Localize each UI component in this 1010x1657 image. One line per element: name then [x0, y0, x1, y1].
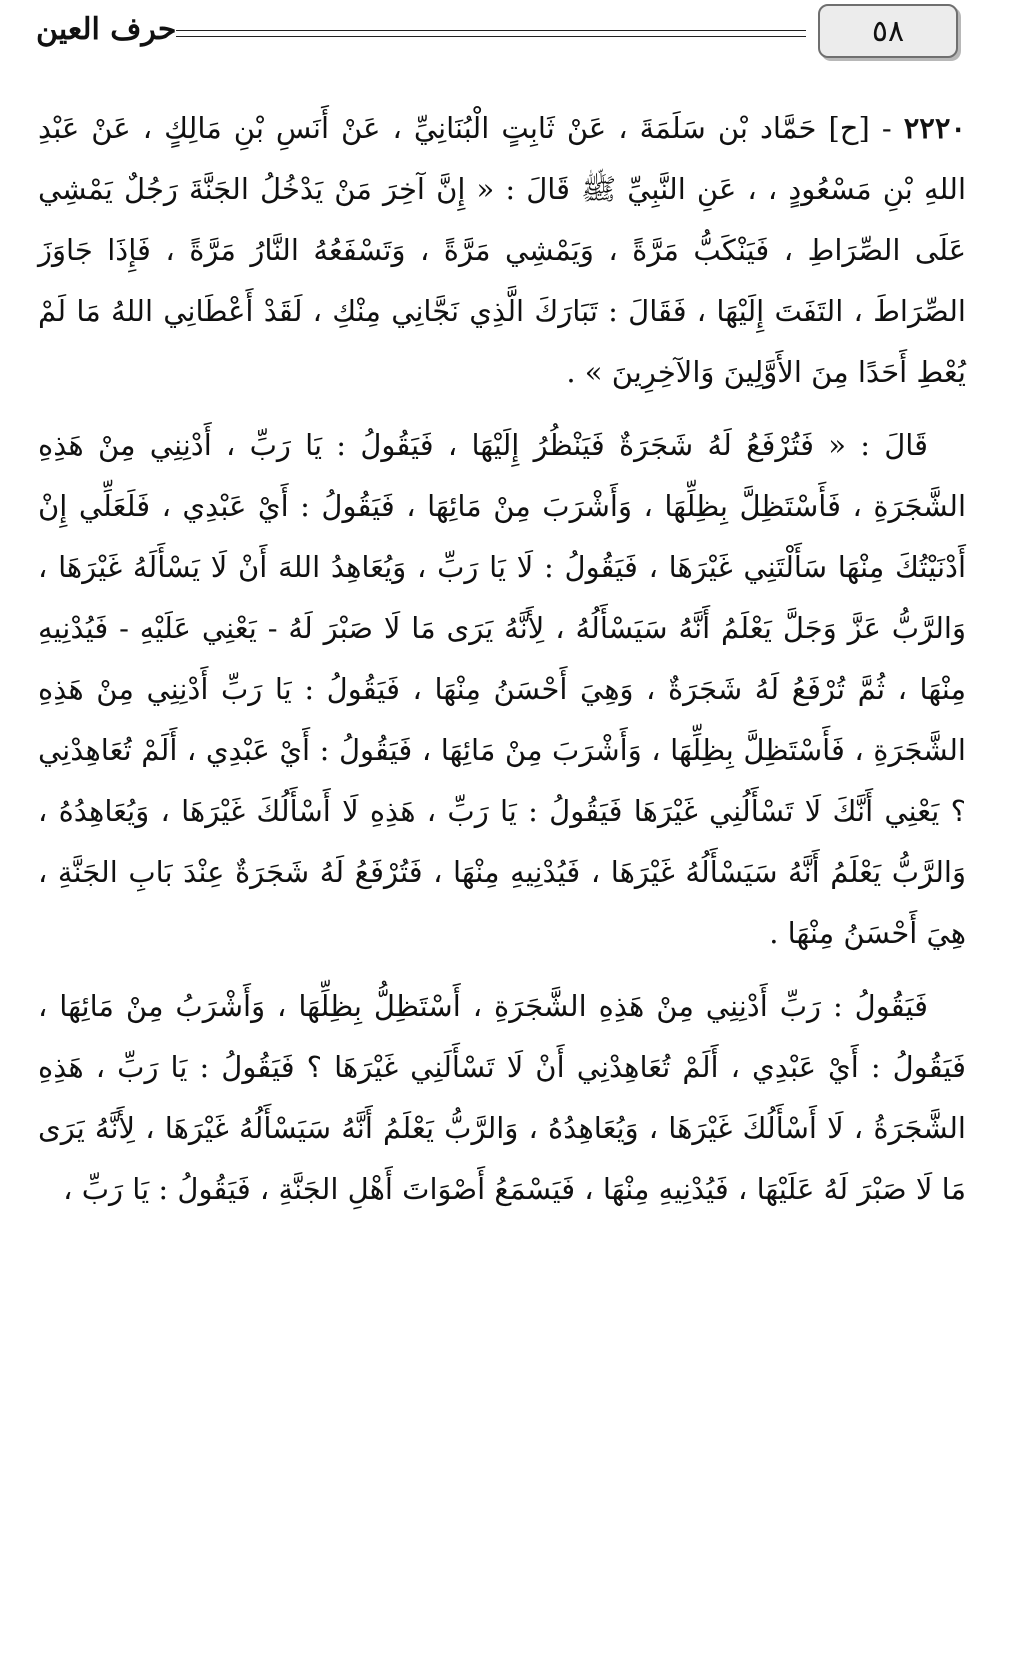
page-number — [818, 4, 958, 58]
hadith-number: ٢٢٢٠ — [903, 111, 966, 145]
hadith-paragraph: قَالَ : « فَتُرْفَعُ لَهُ شَجَرَةٌ فَيَنْظُرُ إِلَيْهَا ، فَيَقُولُ : يَا رَبِّ ، أَدْنِنِي مِنْ هَذِهِ الشَّجَرَةِ ، فَأَسْتَظِلَّ بِظِلِّهَا ، وَأَشْرَبَ مِنْ مَائِهَا ، فَيَقُولُ : أَيْ عَبْدِي ، فَلَعَلِّي إِنْ أَدْنَيْتُكَ مِنْهَا سَأَلْتَنِي غَيْرَهَا ، فَيَقُولُ : لَا يَا رَبِّ ، وَيُعَاهِدُ اللهَ أَنْ لَا يَسْأَلَهُ غَيْرَهَا ، وَالرَّبُّ عَزَّ وَجَلَّ يَعْلَمُ أَنَّهُ سَيَسْأَلُهُ ، لِأَنَّهُ يَرَى مَا لَا صَبْرَ لَهُ - يَعْنِي عَلَيْهِ - فَيُدْنِيهِ مِنْهَا ، ثُمَّ تُرْفَعُ لَهُ شَجَرَةٌ ، وَهِيَ أَحْسَنُ مِنْهَا ، فَيَقُولُ : يَا رَبِّ أَدْنِنِي مِنْ هَذِهِ الشَّجَرَةِ ، فَأَسْتَظِلَّ بِظِلِّهَا ، وَأَشْرَبَ مِنْ مَائِهَا ، فَيَقُولُ : أَيْ عَبْدِي ، أَلَمْ تُعَاهِدْنِي ؟ يَعْنِي أَنَّكَ لَا تَسْأَلُنِي غَيْرَهَا فَيَقُولُ : يَا رَبِّ ، هَذِهِ لَا أَسْأَلُكَ غَيْرَهَا ، وَيُعَاهِدُهُ ، وَالرَّبُّ يَعْلَمُ أَنَّهُ سَيَسْأَلُهُ غَيْرَهَا ، فَيُدْنِيهِ مِنْهَا ، فَتُرْفَعُ لَهُ شَجَرَةٌ عِنْدَ بَابِ الجَنَّةِ ، هِيَ أَحْسَنُ مِنْهَا . — [38, 428, 966, 950]
page-body — [38, 98, 966, 1220]
chapter-title: حرف العين — [36, 12, 177, 47]
hadith-paragraph: فَيَقُولُ : رَبِّ أَدْنِنِي مِنْ هَذِهِ الشَّجَرَةِ ، أَسْتَظِلُّ بِظِلِّهَا ، وَأَشْرَبُ مِنْ مَائِهَا ، فَيَقُولُ : أَيْ عَبْدِي ، أَلَمْ تُعَاهِدْنِي أَنْ لَا تَسْأَلَنِي غَيْرَهَا ؟ فَيَقُولُ : يَا رَبِّ ، هَذِهِ الشَّجَرَةُ ، لَا أَسْأَلُكَ غَيْرَهَا ، وَيُعَاهِدُهُ ، وَالرَّبُّ يَعْلَمُ أَنَّهُ سَيَسْأَلُهُ غَيْرَهَا ، لِأَنَّهُ يَرَى مَا لَا صَبْرَ لَهُ عَلَيْهَا ، فَيُدْنِيهِ مِنْهَا ، فَيَسْمَعُ أَصْوَاتَ أَهْلِ الجَنَّةِ ، فَيَقُولُ : يَا رَبِّ ، — [38, 989, 966, 1206]
hadith-paragraph — [38, 98, 966, 403]
paragraph-text: - [ح] حَمَّاد بْن سَلَمَةَ ، عَنْ ثَابِتٍ الْبُنَانِيِّ ، عَنْ أَنَسِ بْنِ مَالِكٍ ، عَنْ عَبْدِ اللهِ بْنِ مَسْعُودٍ ، ، عَنِ النَّبِيِّ ﷺ قَالَ : « إِنَّ آخِرَ مَنْ يَدْخُلُ الجَنَّةَ رَجُلٌ يَمْشِي عَلَى الصِّرَاطِ ، فَيَنْكَبُّ مَرَّةً ، وَيَمْشِي مَرَّةً ، وَتَسْفَعُهُ النَّارُ مَرَّةً ، فَإِذَا جَاوَزَ الصِّرَاطَ ، التَفَتَ إِلَيْهَا ، فَقَالَ : تَبَارَكَ الَّذِي نَجَّانِي مِنْكِ ، لَقَدْ أَعْطَانِي اللهُ مَا لَمْ يُعْطِ أَحَدًا مِنَ الأَوَّلِينَ وَالآخِرِينَ » . — [38, 111, 966, 389]
page-number-text: ٥٨ — [871, 13, 905, 49]
header-divider — [176, 30, 806, 37]
